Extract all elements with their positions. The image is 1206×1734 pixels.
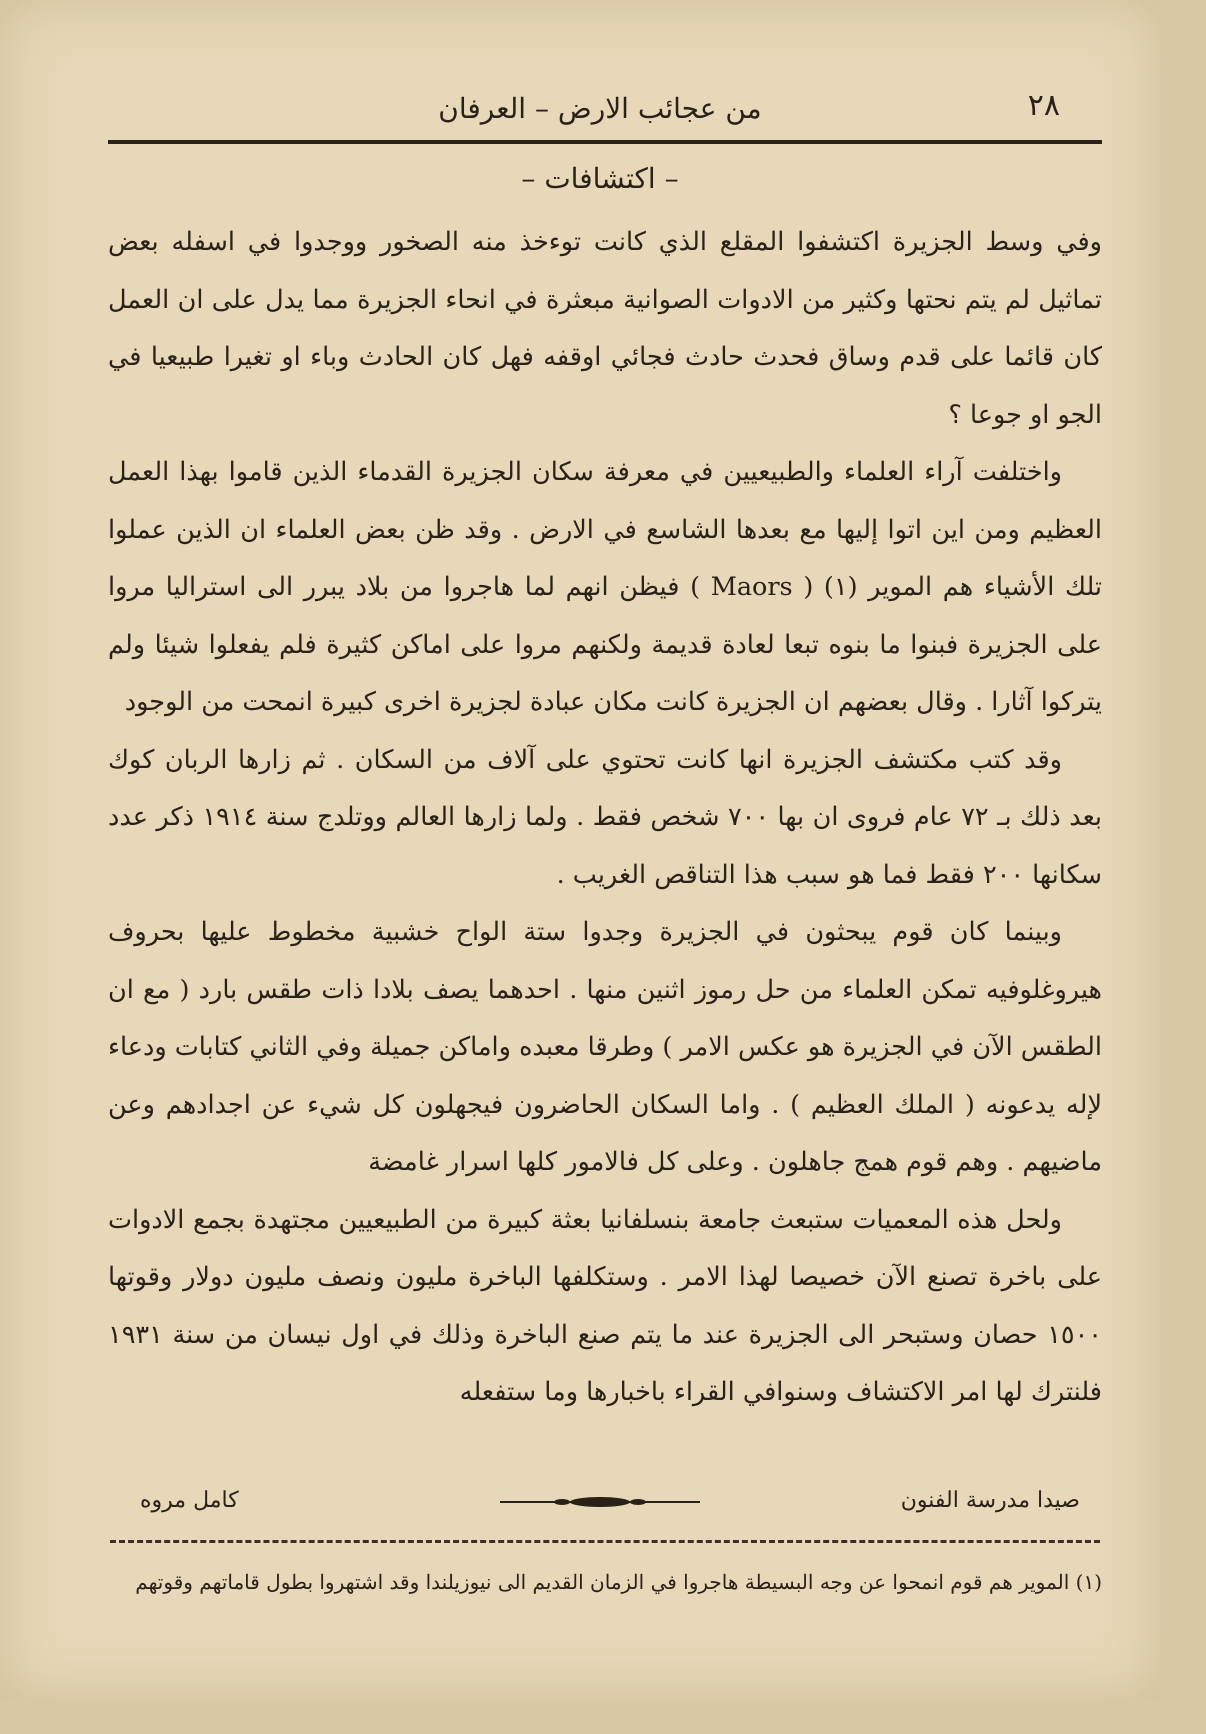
paragraph: وبينما كان قوم يبحثون في الجزيرة وجدوا ستة الواح خشبية مخطوط عليها بحروف هيروغلوفيه تمكن العلماء من حل رموز اثنين منها . احدهما يصف بلادا ذات طقس بارد ( مع ان الطقس الآن في الجزيرة هو عكس الامر ) وطرقا معبده واماكن جميلة وفي الثاني كتابات ودعاء لإله يدعونه ( الملك العظيم ) . واما السكان الحاضرون فيجهلون كل شيء عن اجدادهم وعن ماضيهم . وهم قوم همج جاهلون . وعلى كل فالامور كلها اسرار غامضة [108,917,1102,1177]
section-title: – اكتشافات – [521,162,679,195]
paragraph: واختلفت آراء العلماء والطبيعيين في معرفة سكان الجزيرة القدماء الذين قاموا بهذا العمل العظيم ومن اين اتوا إليها مع بعدها الشاسع في الارض . وقد ظن بعض العلماء ان الذين عملوا تلك الأشياء هم الموير (١) ( Maors ) فيظن انهم لما هاجروا من بلاد يبرر الى استراليا مروا على الجزيرة فبنوا ما بنوه تبعا لعادة قديمة ولكنهم مروا على اماكن كثيرة فلم يفعلوا شيئا ولم يتركوا آثارا . وقال بعضهم ان الجزيرة كانت مكان عبادة لجزيرة اخرى كبيرة انمحت من الوجود [108,457,1102,717]
page-header [100,88,1100,138]
ornament-divider [500,1492,700,1512]
footnote-rule [110,1540,1100,1543]
paragraph: وقد كتب مكتشف الجزيرة انها كانت تحتوي على آلاف من السكان . ثم زارها الربان كوك بعد ذلك بـ ٧٢ عام فروى ان بها ٧٠٠ شخص فقط . ولما زارها العالم ووتلدج سنة ١٩١٤ ذكر عدد سكانها ٢٠٠ فقط فما هو سبب هذا التناقص الغريب . [108,744,1102,890]
running-title: من عجائب الارض – العرفان [438,92,762,125]
signature-row [140,1488,1080,1528]
header-rule [108,140,1102,144]
paragraph: وفي وسط الجزيرة اكتشفوا المقلع الذي كانت توءخذ منه الصخور ووجدوا في اسفله بعض تماثيل لم يتم نحتها وكثير من الادوات الصوانية مبعثرة في انحاء الجزيرة مما يدل على ان العمل كان قائما على قدم وساق فحدث حادث فجائي اوقفه فهل كان الحادث وباء او تغيرا طبيعيا في الجو او جوعا ؟ [108,227,1102,430]
paragraph: ولحل هذه المعميات ستبعث جامعة بنسلفانيا بعثة كبيرة من الطبيعيين مجتهدة بجمع الادوات على باخرة تصنع الآن خصيصا لهذا الامر . وستكلفها الباخرة مليون ونصف مليون دولار وقوتها ١٥٠٠ حصان وستبحر الى الجزيرة عند ما يتم صنع الباخرة وذلك في اول نيسان من سنة ١٩٣١ فلنترك لها امر الاكتشاف وسنوافي القراء باخبارها وما ستفعله [108,1204,1102,1407]
article-body [108,214,1102,1422]
signature-author: كامل مروه [140,1488,239,1513]
signature-place: صيدا مدرسة الفنون [900,1488,1080,1513]
page-number: ٢٨ [1027,88,1060,123]
footnote: (١) الموير هم قوم انمحوا عن وجه البسيطة هاجروا في الزمان القديم الى نيوزيلندا وقد اشتهروا بطول قاماتهم وقوتهم [135,1570,1102,1594]
